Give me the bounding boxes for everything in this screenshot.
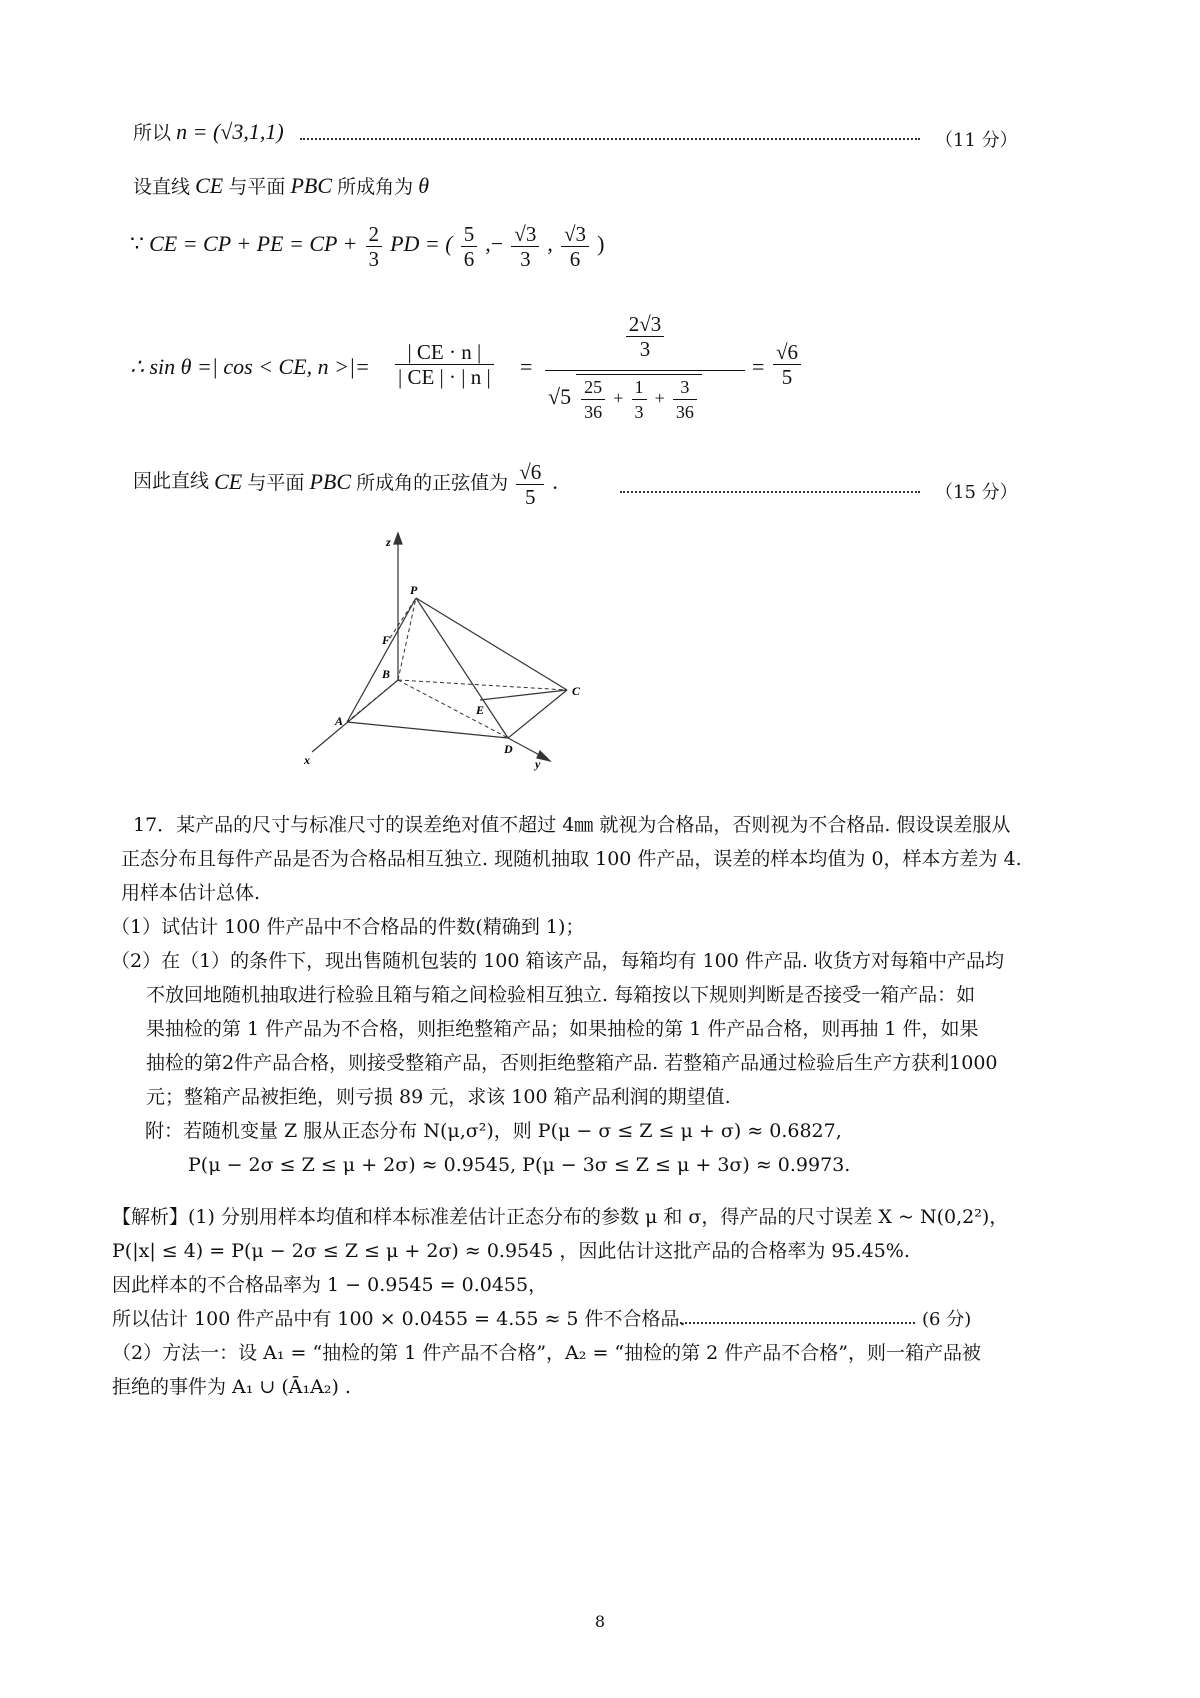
- question-2-cont: 不放回地随机抽取进行检验且箱与箱之间检验相互独立. 每箱按以下规则判断是否接受一箱产品：如: [146, 984, 976, 1006]
- question-2-cont: 抽检的第2件产品合格，则接受整箱产品，否则拒绝整箱产品. 若整箱产品通过检验后生产方获利1000: [146, 1052, 998, 1074]
- ce-vector-line: ∵ CE = CP + PE = CP + $\frac{2}{3}$ PD = ( $\frac{5}{6}$ ,− $\frac{√3}{3}$ , $\frac{√3}{6}$ ): [130, 222, 605, 271]
- label-y: y: [535, 757, 541, 771]
- solution-line: 【解析】(1) 分别用样本均值和样本标准差估计正态分布的参数 μ 和 σ，得产品的尺寸误差 X ~ N(0,2²)，: [112, 1206, 1009, 1228]
- score-15: （15 分）: [935, 482, 1018, 503]
- big-fraction: $\frac{2√3}{3}$: [545, 312, 745, 361]
- solution-line: 所以估计 100 件产品中有 100 × 0.0455 = 4.55 ≈ 5 件不合格品.: [112, 1308, 686, 1330]
- page-number: 8: [594, 1612, 606, 1631]
- label-z: z: [386, 535, 391, 549]
- label-c: C: [572, 684, 581, 698]
- angle-definition-line: 设直线 CE 与平面 PBC 所成角为 θ: [133, 173, 430, 198]
- fraction-ce-n: $\frac{| CE \cdot n |}{| CE | \cdot | n |}$: [395, 340, 494, 389]
- label-b: B: [382, 667, 391, 681]
- z-axis-arrow: [394, 533, 402, 544]
- attachment-1: 附：若随机变量 Z 服从正态分布 N(μ,σ²)，则 P(μ − σ ≤ Z ≤ μ + σ) ≈ 0.6827,: [145, 1120, 842, 1142]
- formula-n-vector: n = (√3,1,1): [176, 119, 284, 144]
- question-2-cont: 元；整箱产品被拒绝，则亏损 89 元，求该 100 箱产品利润的期望值.: [146, 1086, 731, 1108]
- label-a: A: [335, 714, 344, 728]
- question-2-cont: 果抽检的第 1 件产品为不合格，则拒绝整箱产品；如果抽检的第 1 件产品合格，则再抽 1 件，如果: [146, 1018, 979, 1040]
- solution-line: 拒绝的事件为 A₁ ∪ (Ā₁A₂) .: [112, 1376, 351, 1398]
- label-p: P: [410, 583, 418, 597]
- problem-17: [111, 808, 1022, 1182]
- text-suoyi: 所以: [133, 122, 172, 144]
- pyramid-diagram: [290, 530, 610, 785]
- solution-line: 因此样本的不合格品率为 1 − 0.9545 = 0.0455，: [112, 1274, 548, 1296]
- problem-line: 正态分布且每件产品是否为合格品相互独立. 现随机抽取 100 件产品，误差的样本均值为 0，样本方差为 4.: [121, 848, 1022, 870]
- problem-line: 17．某产品的尺寸与标准尺寸的误差绝对值不超过 4㎜ 就视为合格品，否则视为不合格品. 假设误差服从: [133, 814, 1011, 836]
- question-2: （2）在（1）的条件下，现出售随机包装的 100 箱该产品，每箱均有 100 件产品. 收货方对每箱中产品均: [111, 950, 1004, 972]
- result-fraction: $\frac{√6}{5}$: [773, 340, 801, 389]
- score-6: (6 分): [922, 1309, 972, 1330]
- solution-line: P(|x| ≤ 4) = P(μ − 2σ ≤ Z ≤ μ + 2σ) ≈ 0.9545 ，因此估计这批产品的合格率为 95.45%.: [112, 1240, 910, 1262]
- label-x: x: [304, 753, 310, 767]
- score-11: （11 分）: [935, 130, 1018, 151]
- sin-theta-line: ∴ sin θ =| cos < CE, n >|= $\frac{| CE \cdot n |}{| CE | \cdot | n |}$ = $\frac{2√3}{3}$ √5 $\frac{25}{36}$ + $\frac{1}{3}$ + $\frac{3}{36}$ = $\frac{√6}{5}$: [130, 312, 1200, 432]
- solution: [112, 1200, 1008, 1404]
- attachment-2: P(μ − 2σ ≤ Z ≤ μ + 2σ) ≈ 0.9545, P(μ − 3σ ≤ Z ≤ μ + 3σ) ≈ 0.9973.: [188, 1154, 851, 1176]
- solution-line: （2）方法一：设 A₁ = “抽检的第 1 件产品不合格”，A₂ = “抽检的第 2 件产品不合格”，则一箱产品被: [112, 1342, 981, 1364]
- leader-dots-15: [620, 491, 920, 493]
- leader-dots-11: [300, 138, 920, 140]
- label-e: E: [476, 703, 485, 717]
- fraction-2-3: $\frac{2}{3}$: [366, 222, 383, 271]
- label-f: F: [382, 633, 391, 647]
- label-d: D: [504, 742, 513, 756]
- problem-line: 用样本估计总体.: [121, 882, 261, 904]
- question-1: （1）试估计 100 件产品中不合格品的件数(精确到 1)；: [111, 916, 585, 938]
- answer-line-15: 因此直线 CE 与平面 PBC 所成角的正弦值为 $\frac{√6}{5}$ .: [133, 460, 558, 509]
- leader-dots-6: [680, 1322, 915, 1324]
